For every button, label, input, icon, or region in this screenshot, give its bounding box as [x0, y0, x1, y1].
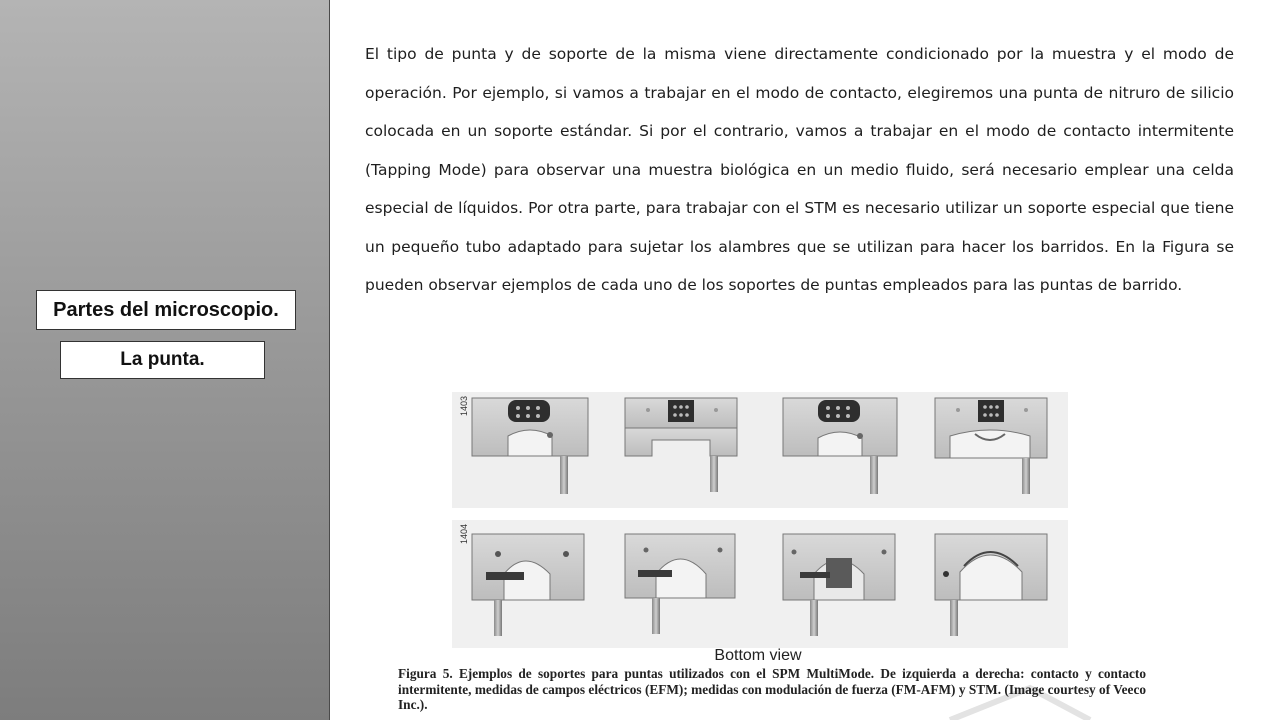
top-row-label: 1403 [459, 395, 469, 416]
bottom-row-label: 1404 [459, 523, 469, 544]
section-title-box: Partes del microscopio. [36, 290, 296, 330]
section-subtitle-box: La punta. [60, 341, 265, 379]
bottom-view-label: Bottom view [714, 647, 802, 664]
figure-caption: Figura 5. Ejemplos de soportes para puntas utilizados con el SPM MultiMode. De izquierda a derecha: contacto y contacto intermitente, medidas de campos eléctricos (EFM); medidas con modulación de fuerza (FM-AFM) y STM. (Image courtesy of Veeco Inc.). [398, 666, 1146, 712]
body-paragraph: El tipo de punta y de soporte de la misma viene directamente condicionado por la muestra y el modo de operación. Por ejemplo, si vamos a trabajar en el modo de contacto, elegiremos una punta de nitruro de silicio colocada en un soporte estándar. Si por el contrario, vamos a trabajar en el modo de contacto intermitente (Tapping Mode) para observar una muestra biológica en un medio fluido, será necesario emplear una celda especial de líquidos. Por otra parte, para trabajar con el STM es necesario utilizar un soporte especial que tiene un pequeño tubo adaptado para sujetar los alambres que se utilizan para hacer los barridos. En la Figura se pueden observar ejemplos de cada uno de los soportes de puntas empleados para las puntas de barrido. [365, 45, 1234, 294]
